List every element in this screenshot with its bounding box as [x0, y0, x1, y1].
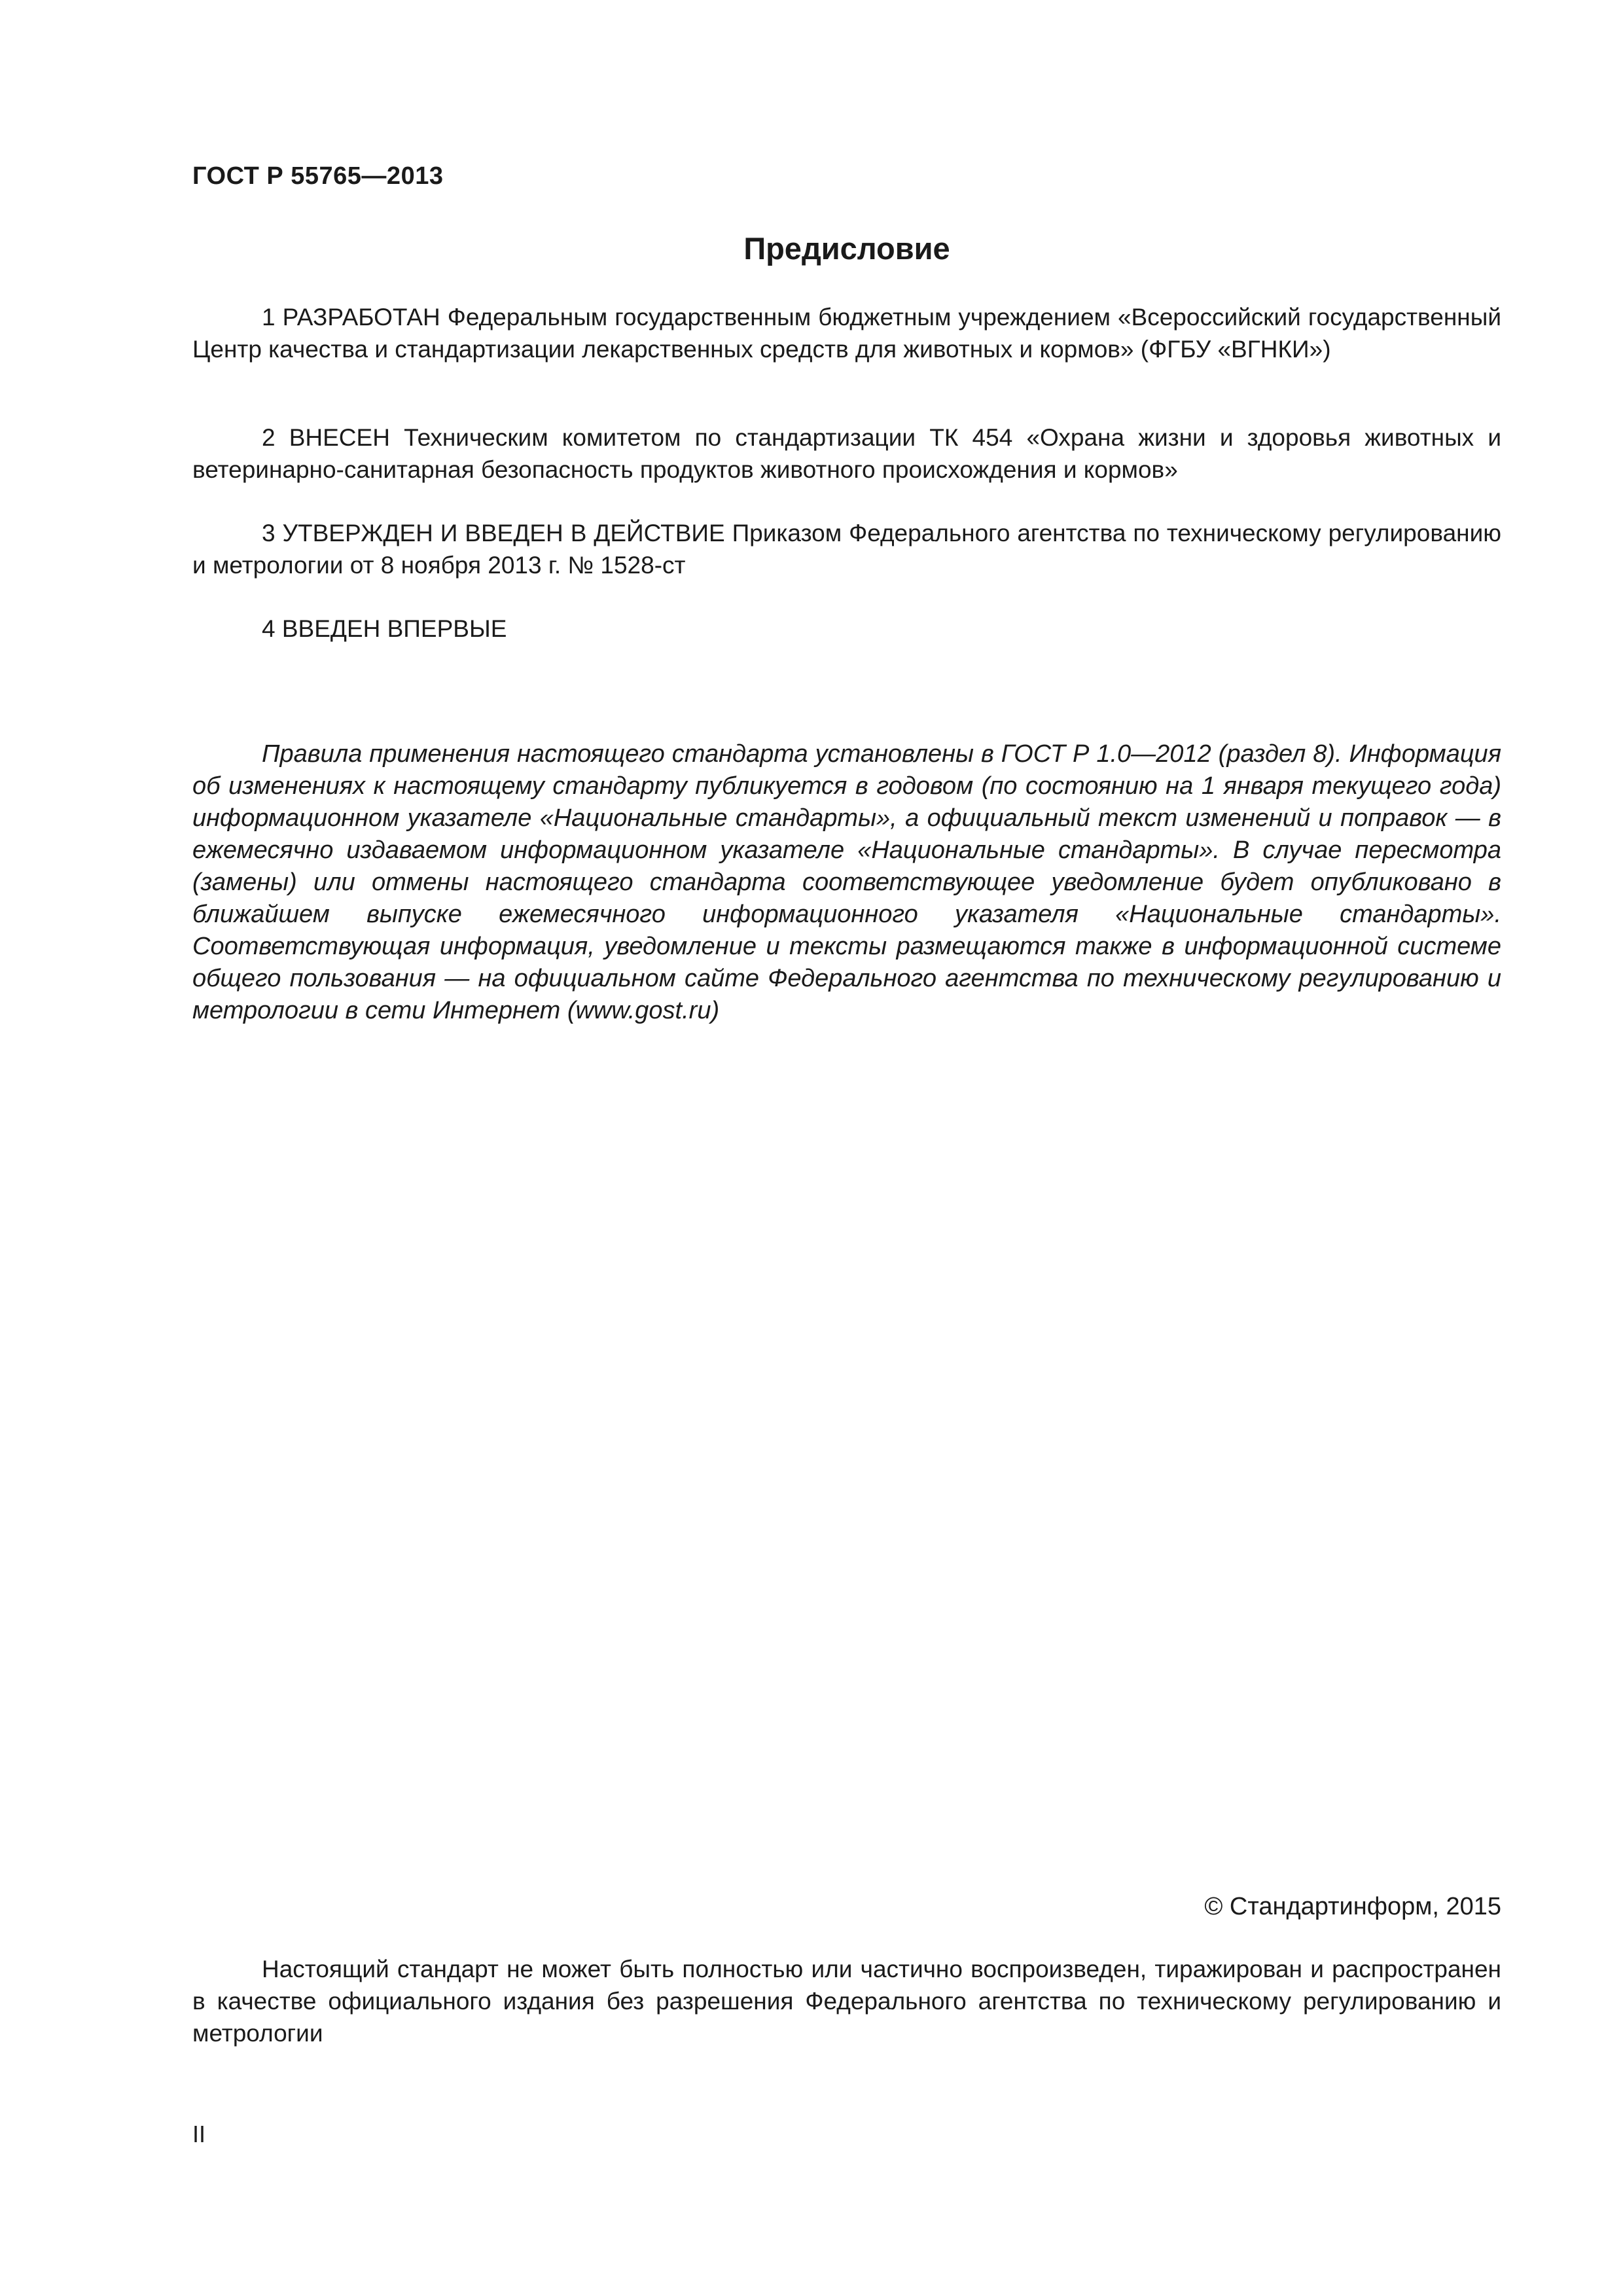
reproduction-notice: Настоящий стандарт не может быть полностью или частично воспроизведен, тиражирован и распространен в качестве официального издания без разрешения Федерального агентства по техническому регулированию и метрологии: [192, 1956, 1501, 2047]
document-id: ГОСТ Р 55765—2013: [192, 162, 444, 190]
foreword-item-2: 2 ВНЕСЕН Техническим комитетом по стандартизации ТК 454 «Охрана жизни и здоровья животных и ветеринарно-санитарная безопасность продуктов животного происхождения и кормов»: [192, 424, 1501, 483]
application-rules-note: Правила применения настоящего стандарта установлены в ГОСТ Р 1.0—2012 (раздел 8). Информация об изменениях к настоящему стандарту публикуется в годовом (по состоянию на 1 января текущего года) информационном указателе «Национальные стандарты», а официальный текст изменений и поправок — в ежемесячно издаваемом информационном указателе «Национальные стандарты». В случае пересмотра (замены) или отмены настоящего стандарта соответствующее уведомление будет опубликовано в ближайшем выпуске ежемесячного информационного указателя «Национальные стандарты». Соответствующая информация, уведомление и тексты размещаются также в информационной системе общего пользования — на официальном сайте Федерального агентства по техническому регулированию и метрологии в сети Интернет (www.gost.ru): [192, 740, 1501, 1024]
foreword-item-4: 4 ВВЕДЕН ВПЕРВЫЕ: [262, 615, 507, 642]
section-title: Предисловие: [743, 231, 950, 266]
page-number: II: [192, 2121, 206, 2147]
copyright-line: © Стандартинформ, 2015: [1204, 1893, 1501, 1920]
foreword-item-3: 3 УТВЕРЖДЕН И ВВЕДЕН В ДЕЙСТВИЕ Приказом Федерального агентства по техническому регулированию и метрологии от 8 ноября 2013 г. № 1528-ст: [192, 520, 1501, 579]
foreword-item-1: 1 РАЗРАБОТАН Федеральным государственным бюджетным учреждением «Всероссийский государственный Центр качества и стандартизации лекарственных средств для животных и кормов» (ФГБУ «ВГНКИ»): [192, 304, 1501, 363]
